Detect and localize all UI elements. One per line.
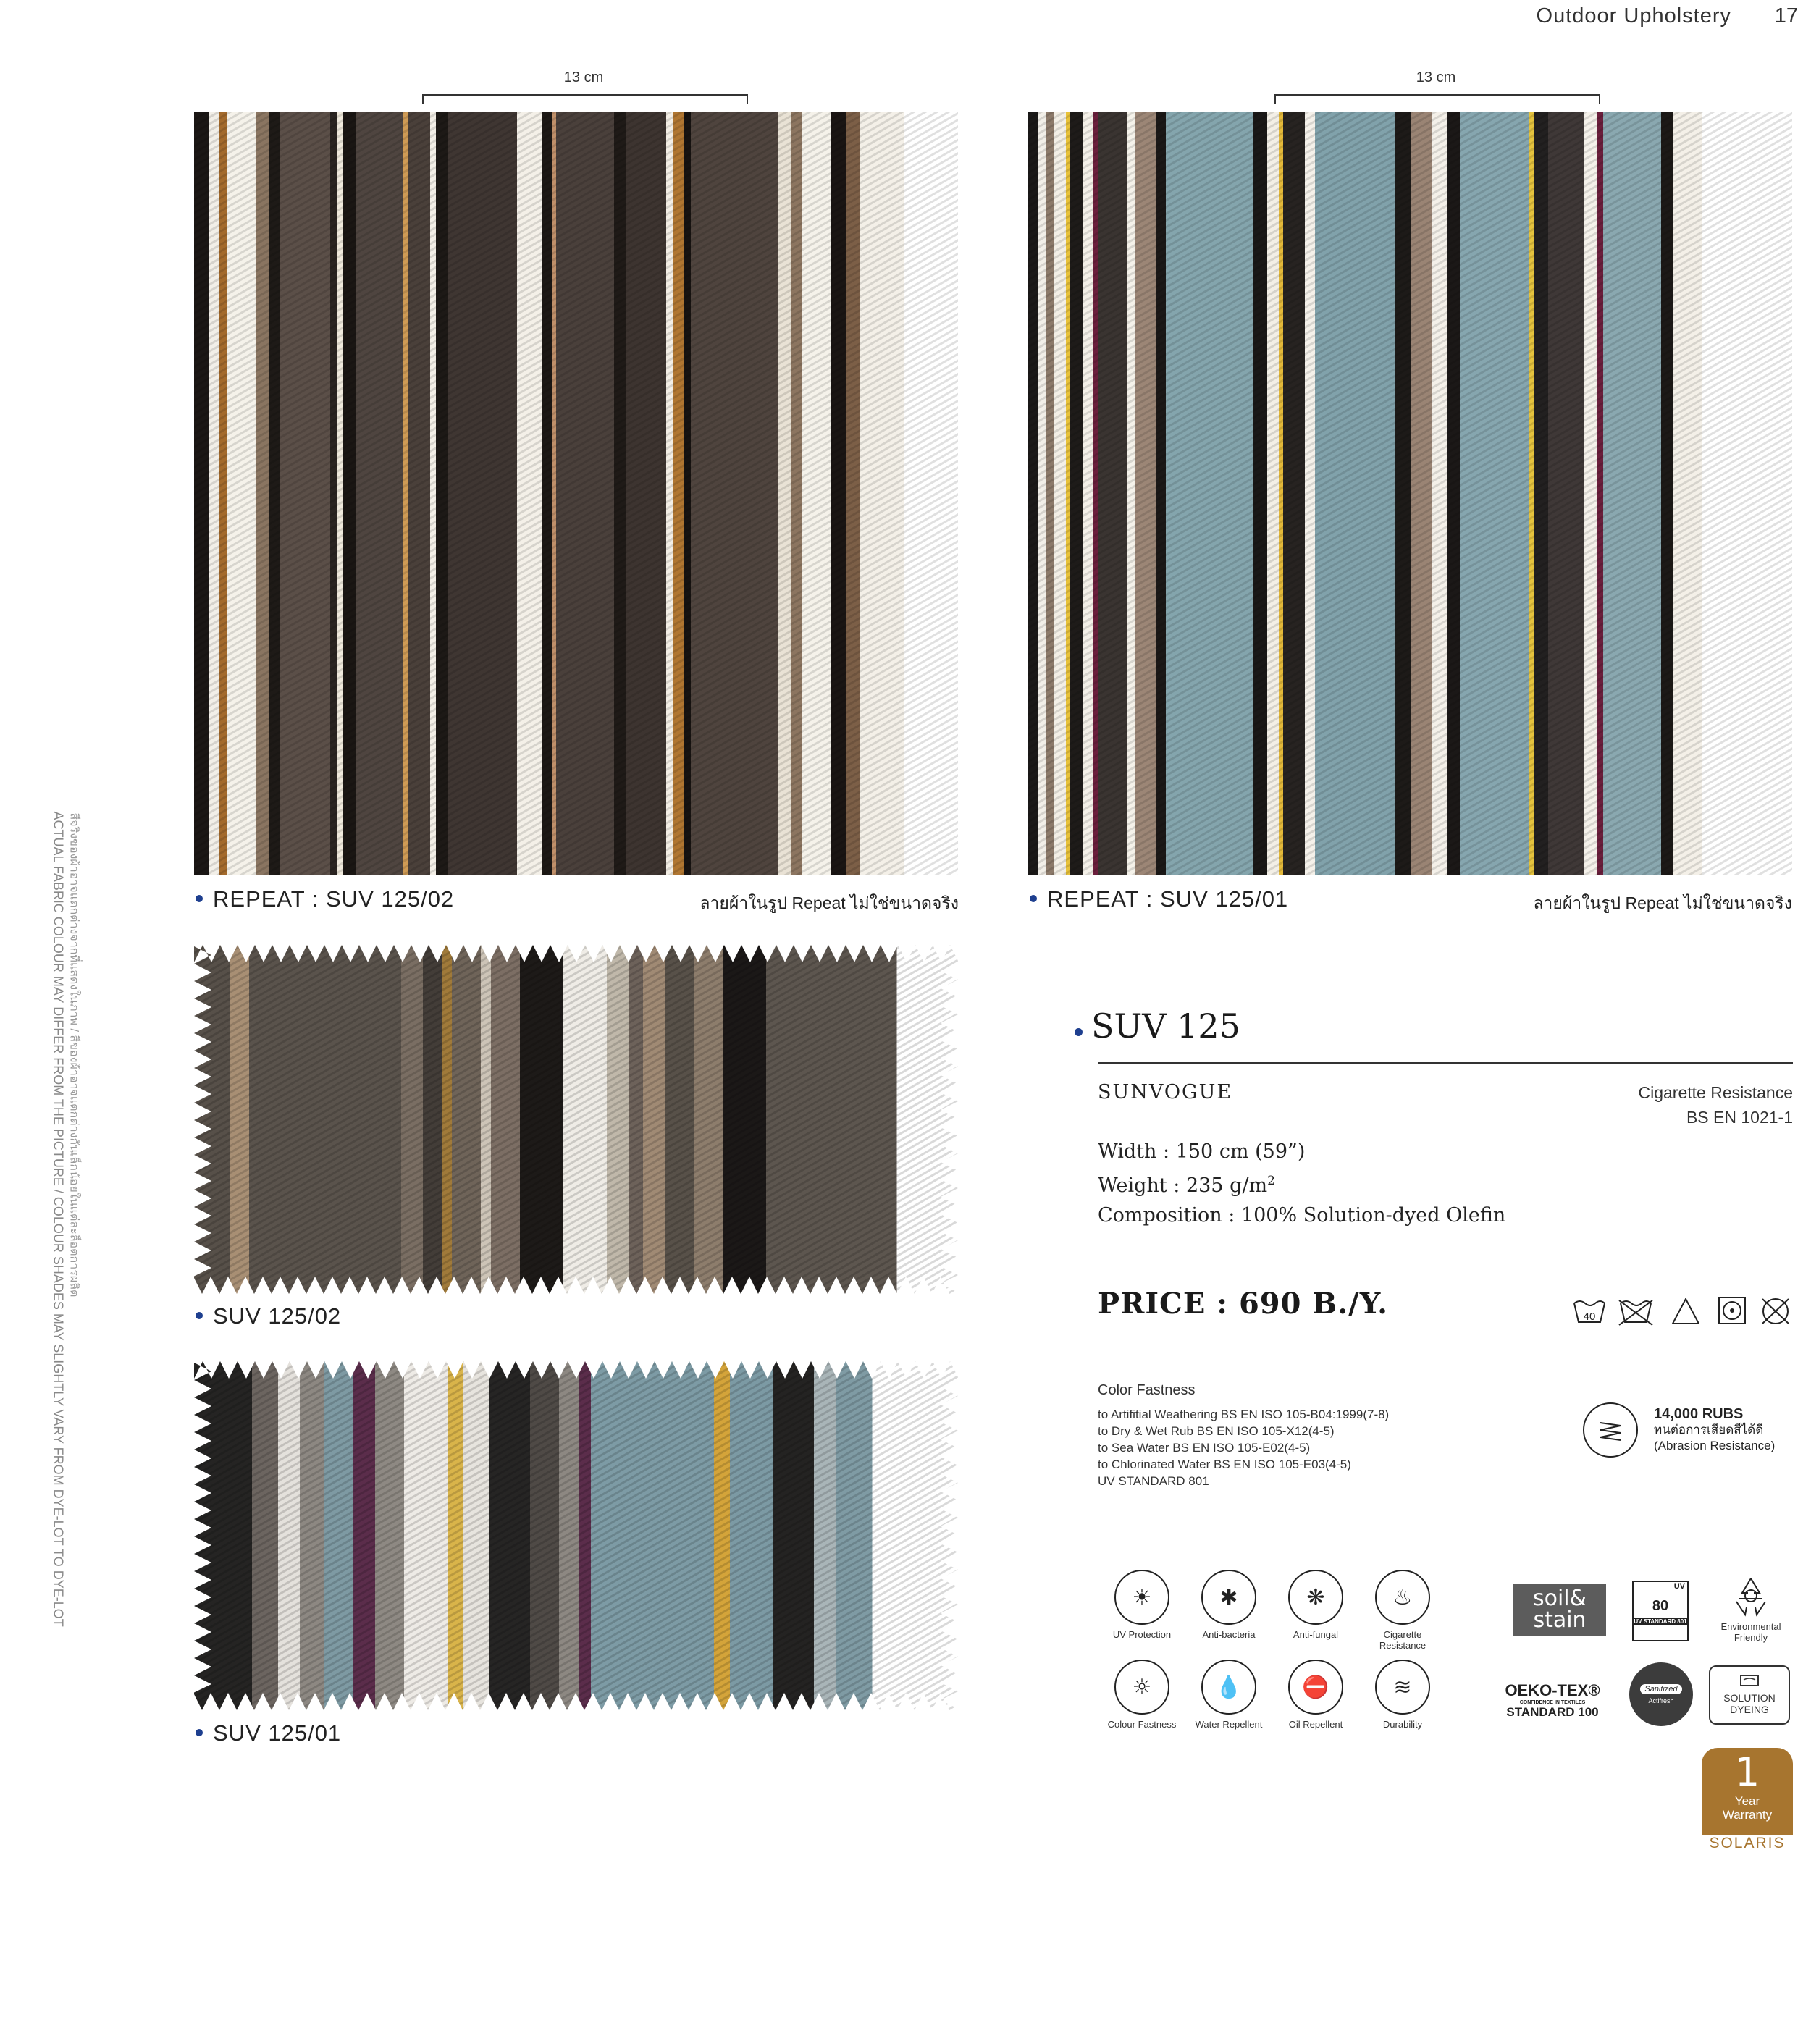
care-icons-svg <box>1571 1293 1793 1331</box>
abrasion-icon <box>1583 1402 1638 1458</box>
product-code-text: SUV 125 <box>1091 1006 1240 1046</box>
sanitized-logo <box>1629 1662 1693 1726</box>
swatch-pattern-brown <box>194 945 958 1294</box>
side-disclaimer-th: สีจริงของผ้าอาจแตกต่างจากที่แสดงในภาพ / สีของผ้าอาจแตกต่างกันเล็กน้อยในแต่ละล็อตการผลิต <box>67 812 80 1298</box>
bullet-icon <box>196 1729 203 1736</box>
cigarette-resistance <box>1639 1080 1794 1130</box>
repeat-caption-right <box>1030 886 1288 912</box>
soil-stain-line-2: stain <box>1533 1607 1587 1633</box>
swatch-caption-bottom <box>196 1720 341 1746</box>
feature-uv-protection <box>1102 1570 1182 1640</box>
feature-label: Colour Fastness <box>1107 1719 1177 1730</box>
abrasion-thai: ทนต่อการเสียดสีได้ดี <box>1654 1423 1764 1437</box>
spec-weight-sup: 2 <box>1267 1174 1275 1188</box>
swatch-suv-125-02 <box>194 945 958 1294</box>
spec-weight-text: Weight : 235 g/m <box>1098 1174 1268 1197</box>
dimension-line-left <box>422 94 748 104</box>
feature-colour-fastness <box>1102 1660 1182 1730</box>
warranty-badge <box>1702 1748 1793 1835</box>
repeat-image-suv-125-01 <box>1028 112 1792 875</box>
colour-fastness-icon: ☼ <box>1114 1660 1169 1715</box>
repeat-dimension-left: 13 cm <box>563 70 604 85</box>
feature-water-repellent <box>1189 1660 1269 1730</box>
fastness-line: to Sea Water BS EN ISO 105-E02(4-5) <box>1098 1441 1311 1455</box>
fastness-line: UV STANDARD 801 <box>1098 1474 1209 1488</box>
fastness-line: to Chlorinated Water BS EN ISO 105-E03(4-5) <box>1098 1458 1351 1471</box>
spec-width: Width : 150 cm (59”) <box>1098 1140 1306 1163</box>
environmental-label: Environmental Friendly <box>1720 1621 1781 1643</box>
feature-oil-repellent <box>1276 1660 1356 1730</box>
wash-temp: 40 <box>1583 1311 1596 1323</box>
side-disclaimer-en: ACTUAL FABRIC COLOUR MAY DIFFER FROM THE PICTURE / COLOUR SHADES MAY SLIGHTLY VARY FROM DYE-LOT TO DYE-LOT <box>51 811 66 1627</box>
section-title: Outdoor Upholstery <box>1536 4 1731 28</box>
swatch-suv-125-01 <box>194 1361 958 1710</box>
dimension-line-right <box>1274 94 1600 104</box>
product-specs <box>1098 1137 1505 1230</box>
repeat-image-suv-125-02 <box>194 112 958 875</box>
warranty-line-2: Warranty <box>1722 1808 1773 1822</box>
no-dryclean-icon <box>1762 1299 1789 1324</box>
uv-standard-badge: UV <box>1673 1582 1685 1591</box>
water-repellent-icon: 💧 <box>1201 1660 1256 1715</box>
feature-label: UV Protection <box>1112 1629 1172 1640</box>
brand-name: SOLARIS <box>1709 1835 1786 1851</box>
color-fastness <box>1098 1382 1503 1489</box>
bullet-icon <box>196 1312 203 1319</box>
uv-standard-label: UV STANDARD 801 <box>1634 1618 1687 1625</box>
feature-anti-fungal <box>1276 1570 1356 1640</box>
no-bleach-icon <box>1619 1300 1652 1325</box>
solution-dyeing-logo <box>1709 1665 1790 1725</box>
feature-icons <box>1102 1570 1450 1744</box>
repeat-note-right: ลายผ้าในรูป Repeat ไม่ใช่ขนาดจริง <box>1533 893 1792 912</box>
anti-fungal-icon: ❋ <box>1288 1570 1343 1625</box>
bullet-icon <box>196 895 203 902</box>
warranty-number: 1 <box>1734 1749 1760 1795</box>
feature-label: Water Repellent <box>1195 1719 1263 1730</box>
repeat-dimension-right: 13 cm <box>1416 70 1456 85</box>
product-code <box>1075 1006 1240 1046</box>
feature-durability <box>1363 1660 1442 1730</box>
soil-stain-line-1: soil& <box>1532 1586 1587 1611</box>
uv-protection-icon: ☀ <box>1114 1570 1169 1625</box>
uv-standard-value: 80 <box>1652 1598 1669 1614</box>
recycle-icon <box>1729 1574 1773 1618</box>
tumble-dry-icon <box>1719 1298 1745 1324</box>
warranty-line-1: Year <box>1734 1794 1760 1808</box>
repeat-note-left: ลายผ้าในรูป Repeat ไม่ใช่ขนาดจริง <box>699 893 959 912</box>
feature-label: Anti-bacteria <box>1202 1629 1256 1640</box>
stripe-pattern-blue <box>1028 112 1792 875</box>
dye-bath-icon <box>1738 1671 1761 1688</box>
oeko-tex-sub: CONFIDENCE IN TEXTILES <box>1519 1700 1586 1705</box>
fastness-line: to Artifitial Weathering BS EN ISO 105-B04:1999(7-8) <box>1098 1408 1390 1421</box>
spec-weight <box>1098 1166 1505 1200</box>
title-rule <box>1098 1062 1793 1064</box>
environmental-logo <box>1712 1574 1790 1643</box>
sanitized-brand: Sanitized <box>1640 1684 1681 1694</box>
spec-composition: Composition : 100% Solution-dyed Olefin <box>1098 1204 1506 1227</box>
color-fastness-title: Color Fastness <box>1098 1382 1196 1398</box>
oeko-tex-standard: STANDARD 100 <box>1506 1705 1599 1719</box>
feature-label: Anti-fungal <box>1293 1629 1339 1640</box>
abrasion-en: (Abrasion Resistance) <box>1654 1439 1776 1452</box>
oeko-tex-title: OEKO-TEX® <box>1505 1681 1600 1699</box>
price: PRICE : 690 B./Y. <box>1098 1287 1389 1321</box>
bullet-icon <box>1030 895 1037 902</box>
swatch-caption-bottom-text: SUV 125/01 <box>213 1720 342 1746</box>
swatch-caption-top <box>196 1303 341 1329</box>
durability-icon: ≋ <box>1375 1660 1430 1715</box>
bleach-triangle-icon <box>1673 1299 1699 1324</box>
feature-cigarette-resistance <box>1363 1570 1442 1651</box>
repeat-caption-left <box>196 886 454 912</box>
soil-stain-logo <box>1513 1584 1606 1636</box>
fastness-line: to Dry & Wet Rub BS EN ISO 105-X12(4-5) <box>1098 1424 1335 1438</box>
bullet-icon <box>1075 1028 1083 1036</box>
swatch-caption-top-text: SUV 125/02 <box>213 1303 342 1329</box>
feature-label: Durability <box>1382 1719 1423 1730</box>
page-number: 17 <box>1774 4 1798 28</box>
feature-label: Oil Repellent <box>1288 1719 1343 1730</box>
solution-dyeing-label: SOLUTION DYEING <box>1723 1692 1776 1715</box>
oil-repellent-icon: ⛔ <box>1288 1660 1343 1715</box>
product-name: SUNVOGUE <box>1098 1081 1233 1103</box>
abrasion-text <box>1654 1406 1775 1454</box>
repeat-caption-right-text: REPEAT : SUV 125/01 <box>1047 886 1289 912</box>
cigarette-resistance-icon: ♨ <box>1375 1570 1430 1625</box>
feature-label: Cigarette Resistance <box>1379 1629 1426 1651</box>
oeko-tex-logo <box>1496 1681 1609 1720</box>
uv-standard-logo <box>1632 1581 1689 1641</box>
abrasion-zigzag-icon <box>1596 1416 1625 1444</box>
repeat-caption-left-text: REPEAT : SUV 125/02 <box>213 886 455 912</box>
swatch-pattern-blue <box>194 1361 958 1710</box>
abrasion-rubs: 14,000 RUBS <box>1654 1406 1744 1422</box>
feature-anti-bacteria <box>1189 1570 1269 1640</box>
care-icons <box>1571 1293 1793 1331</box>
cigarette-line-1: Cigarette Resistance <box>1638 1083 1793 1102</box>
stripe-pattern-brown <box>194 112 958 875</box>
sanitized-sub: Actifresh <box>1648 1697 1674 1704</box>
anti-bacteria-icon: ✱ <box>1201 1570 1256 1625</box>
cigarette-line-2: BS EN 1021-1 <box>1686 1108 1793 1127</box>
